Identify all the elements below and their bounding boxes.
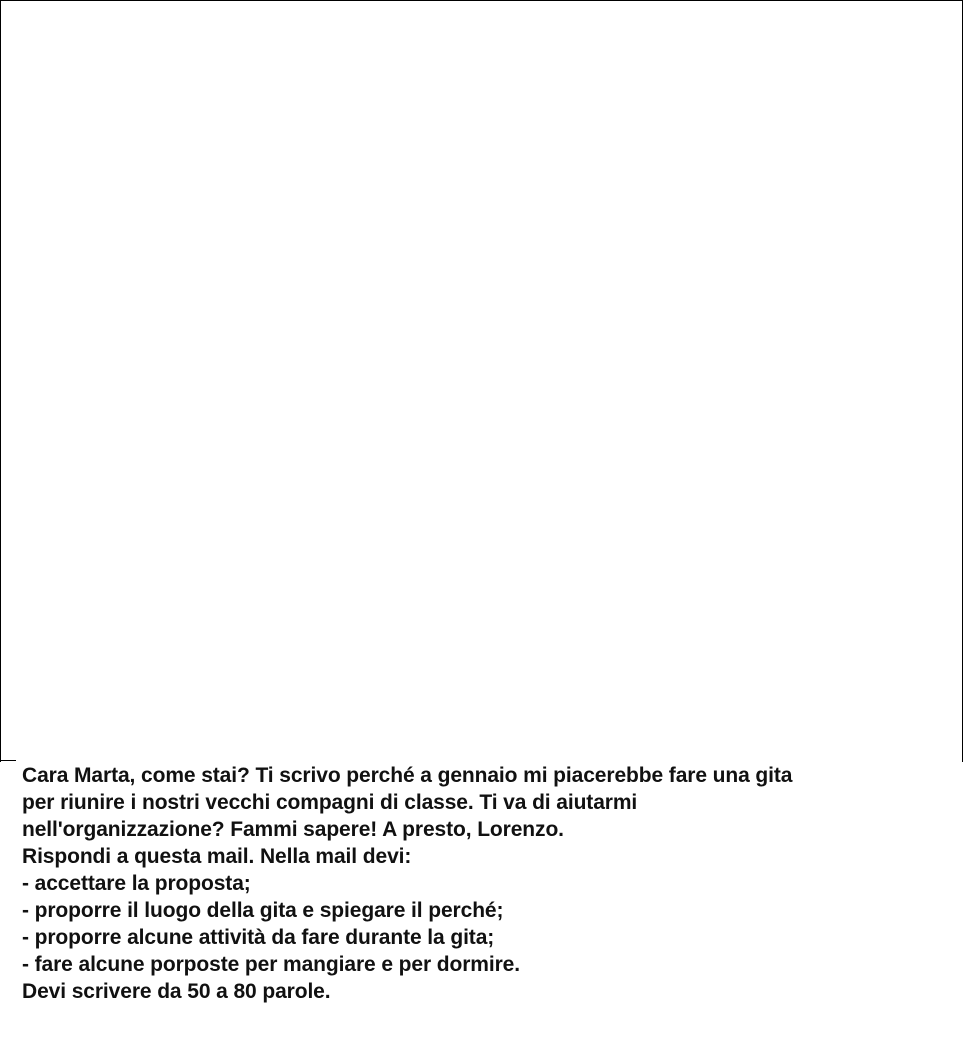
- instruction-item: - accettare la proposta;: [22, 872, 251, 895]
- instructions-intro: Rispondi a questa mail. Nella mail devi:: [22, 845, 412, 868]
- exercise-text: [22, 762, 972, 1005]
- instruction-item: - proporre alcune attività da fare durante la gita;: [22, 926, 495, 949]
- instruction-item: - proporre il luogo della gita e spiegare il perché;: [22, 899, 504, 922]
- letter-line: per riunire i nostri vecchi compagni di classe. Ti va di aiutarmi: [22, 791, 638, 814]
- instruction-item: - fare alcune porposte per mangiare e per dormire.: [22, 953, 520, 976]
- letter-line: Cara Marta, come stai? Ti scrivo perché a gennaio mi piacerebbe fare una gita: [22, 764, 793, 787]
- word-count-requirement: Devi scrivere da 50 a 80 parole.: [22, 980, 331, 1003]
- frame-divider: [0, 760, 16, 761]
- letter-line: nell'organizzazione? Fammi sapere! A presto, Lorenzo.: [22, 818, 564, 841]
